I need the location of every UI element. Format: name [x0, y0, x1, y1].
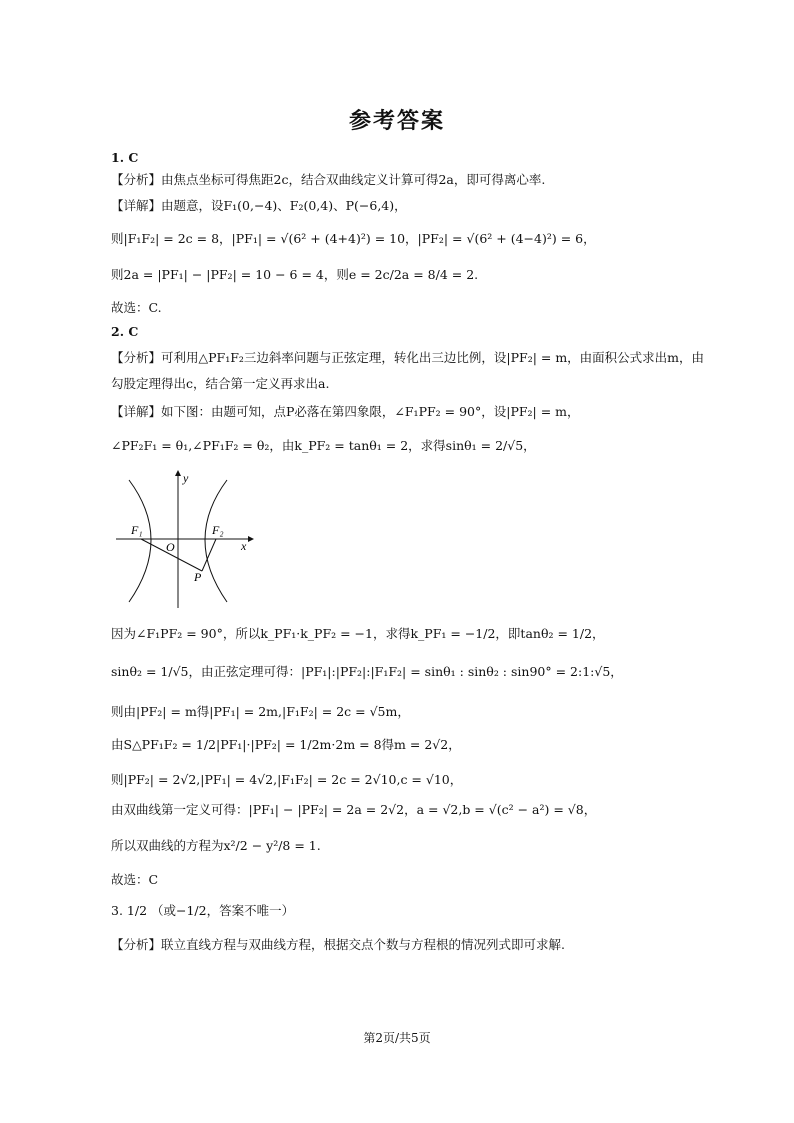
- hyperbola-right-branch: [205, 480, 227, 602]
- detail-2: 【详解】如下图：由题可知，点P必落在第四象限，∠F₁PF₂ = 90°，设|PF₂| = m，: [111, 404, 580, 419]
- focus-f2-label: F₂: [212, 523, 224, 537]
- detail-1-line-2: 则|F₁F₂| = 2c = 8，|PF₁| = √(6² + (4+4)²) = 10，|PF₂| = √(6² + (4−4)²) = 6，: [111, 231, 596, 246]
- detail-2-line-3: 因为∠F₁PF₂ = 90°，所以k_PF₁·k_PF₂ = −1，求得k_PF₁ = −1/2，即tanθ₂ = 1/2，: [111, 626, 605, 641]
- detail-2-line-8: 由双曲线第一定义可得：|PF₁| − |PF₂| = 2a = 2√2，a = √2,b = √(c² − a²) = √8，: [111, 802, 597, 817]
- detail-1-line-3: 则2a = |PF₁| − |PF₂| = 10 − 6 = 4，则e = 2c/2a = 8/4 = 2.: [111, 267, 479, 282]
- detail-2-line-4: sinθ₂ = 1/√5，由正弦定理可得：|PF₁|:|PF₂|:|F₁F₂| = sinθ₁ : sinθ₂ : sin90° = 2:1:√5，: [111, 664, 623, 679]
- choice-2: 故选：C: [111, 872, 159, 887]
- detail-2-line-9: 所以双曲线的方程为x²/2 − y²/8 = 1.: [111, 838, 321, 853]
- detail-2-line-2: ∠PF₂F₁ = θ₁,∠PF₁F₂ = θ₂，由k_PF₂ = tanθ₁ = 2，求得sinθ₁ = 2/√5，: [111, 438, 536, 453]
- question-3-answer: 3. 1/2 （或−1/2，答案不唯一）: [111, 903, 295, 918]
- origin-label: O: [166, 540, 175, 554]
- page-footer: 第2页/共5页: [363, 1031, 431, 1045]
- detail-2-line-5: 则由|PF₂| = m得|PF₁| = 2m,|F₁F₂| = 2c = √5m，: [111, 704, 410, 719]
- point-p-label: P: [194, 570, 202, 584]
- analysis-1: 【分析】由焦点坐标可得焦距2c，结合双曲线定义计算可得2a，即可得离心率.: [111, 172, 546, 187]
- question-1-answer: 1. C: [111, 150, 139, 165]
- detail-1: 【详解】由题意，设F₁(0,−4)、F₂(0,4)、P(−6,4)，: [111, 198, 407, 213]
- y-axis-arrow: [175, 470, 181, 476]
- x-axis-arrow: [248, 536, 254, 542]
- hyperbola-left-branch: [129, 480, 151, 602]
- focus-f1-label: F₁: [131, 523, 143, 537]
- hyperbola-diagram: [111, 468, 261, 610]
- question-2-answer: 2. C: [111, 324, 139, 339]
- detail-2-line-6: 由S△PF₁F₂ = 1/2|PF₁|·|PF₂| = 1/2m·2m = 8得m = 2√2，: [111, 737, 461, 752]
- analysis-3: 【分析】联立直线方程与双曲线方程，根据交点个数与方程根的情况列式即可求解.: [111, 937, 565, 952]
- page-title: 参考答案: [348, 108, 445, 134]
- analysis-2: 【分析】可利用△PF₁F₂三边斜率问题与正弦定理，转化出三边比例，设|PF₂| = m，由面积公式求出m，由: [111, 350, 705, 365]
- detail-2-line-7: 则|PF₂| = 2√2,|PF₁| = 4√2,|F₁F₂| = 2c = 2√10,c = √10，: [111, 772, 463, 787]
- choice-1: 故选：C.: [111, 300, 162, 315]
- hyperbola-figure: [111, 468, 261, 610]
- analysis-2-line-2: 勾股定理得出c，结合第一定义再求出a.: [111, 376, 330, 391]
- x-axis-label: x: [241, 539, 247, 553]
- y-axis-label: y: [183, 471, 189, 485]
